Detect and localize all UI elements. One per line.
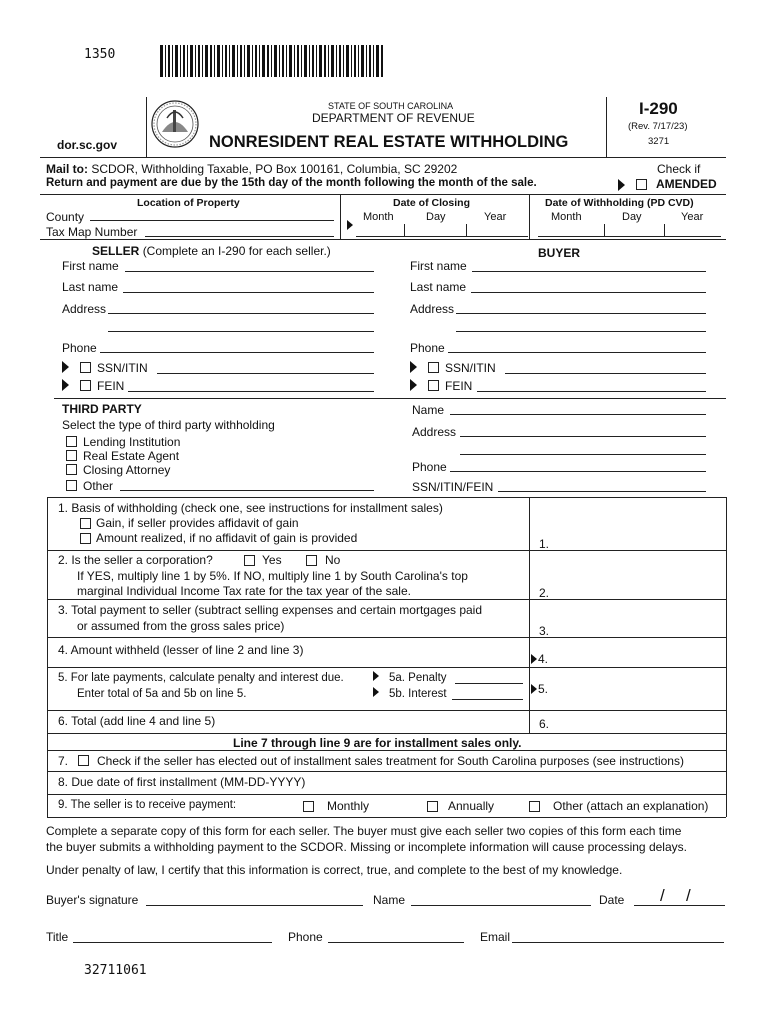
third-party-select: Select the type of third party withholding bbox=[62, 418, 275, 432]
email-field[interactable] bbox=[512, 942, 724, 943]
signer-phone-field[interactable] bbox=[328, 942, 464, 943]
buyer-fein-label: FEIN bbox=[445, 379, 473, 393]
seller-last-name-label: Last name bbox=[62, 280, 119, 294]
state-seal-icon bbox=[150, 98, 200, 153]
penalty-field[interactable] bbox=[455, 683, 523, 684]
third-party-ssn-fein-field[interactable] bbox=[498, 491, 706, 492]
buyer-address-field[interactable] bbox=[456, 313, 706, 314]
seller-address-label: Address bbox=[62, 302, 107, 316]
line-4-number: 4. bbox=[538, 652, 549, 666]
seller-heading bbox=[92, 244, 331, 258]
third-party-address-field[interactable] bbox=[460, 436, 706, 437]
buyer-last-name-field[interactable] bbox=[471, 292, 706, 293]
line-2-instruction-2: marginal Individual Income Tax rate for the tax year of the sale. bbox=[77, 584, 411, 598]
line-3-label-2: or assumed from the gross sales price) bbox=[77, 619, 285, 633]
form-id: I-290 bbox=[639, 99, 678, 118]
closing-date-field[interactable] bbox=[356, 236, 528, 237]
buyer-signature-label: Buyer's signature bbox=[46, 893, 139, 907]
third-party-name-field[interactable] bbox=[450, 414, 706, 415]
check-if-label: Check if bbox=[657, 162, 701, 176]
other-payment-checkbox[interactable] bbox=[529, 801, 540, 812]
closing-attorney-label: Closing Attorney bbox=[83, 463, 171, 477]
arrow-right-icon bbox=[410, 361, 417, 373]
buyer-phone-field[interactable] bbox=[448, 352, 706, 353]
third-party-ssn-fein-label: SSN/ITIN/FEIN bbox=[412, 480, 494, 494]
amount-realized-label: Amount realized, if no affidavit of gain is provided bbox=[96, 531, 358, 545]
mail-to bbox=[46, 162, 457, 176]
closing-month: Month bbox=[363, 211, 394, 223]
buyer-first-name-label: First name bbox=[410, 259, 467, 273]
line-7-label: Check if the seller has elected out of installment sales treatment for South Carolina purposes (see instructions) bbox=[97, 754, 684, 768]
certification-text: Under penalty of law, I certify that this information is correct, true, and complete to the best of my knowledge. bbox=[46, 863, 623, 877]
third-party-address-field-2[interactable] bbox=[460, 454, 706, 455]
date-field[interactable] bbox=[634, 905, 725, 906]
lending-institution-checkbox[interactable] bbox=[66, 436, 77, 447]
arrow-right-icon bbox=[531, 654, 537, 664]
closing-day: Day bbox=[426, 211, 446, 223]
buyer-signature-field[interactable] bbox=[146, 905, 363, 906]
third-party-name-label: Name bbox=[412, 403, 445, 417]
tax-map-field[interactable] bbox=[145, 236, 334, 237]
barcode-icon bbox=[160, 45, 384, 80]
amended-checkbox[interactable] bbox=[636, 179, 647, 190]
seller-ssn-label: SSN/ITIN bbox=[97, 361, 148, 375]
instructions-para-2: the buyer submits a withholding payment to the SCDOR. Missing or incomplete information will cause processing delays. bbox=[46, 840, 687, 854]
line-2-label: 2. Is the seller a corporation? bbox=[58, 553, 213, 567]
corporation-no-label: No bbox=[325, 553, 341, 567]
withholding-year: Year bbox=[681, 211, 704, 223]
elect-out-checkbox[interactable] bbox=[78, 755, 89, 766]
buyer-title: BUYER bbox=[538, 246, 581, 260]
arrow-right-icon bbox=[373, 671, 379, 681]
third-party-phone-label: Phone bbox=[412, 460, 447, 474]
amended-label: AMENDED bbox=[656, 177, 717, 191]
third-party-phone-field[interactable] bbox=[450, 471, 706, 472]
seller-title: SELLER bbox=[92, 244, 140, 258]
county-field[interactable] bbox=[90, 220, 334, 221]
buyer-fein-field[interactable] bbox=[477, 391, 706, 392]
seller-ssn-field[interactable] bbox=[157, 373, 374, 374]
form-code-top: 1350 bbox=[84, 47, 116, 62]
form-code-bottom: 32711061 bbox=[84, 963, 147, 978]
signer-name-label: Name bbox=[373, 893, 406, 907]
buyer-fein-checkbox[interactable] bbox=[428, 380, 439, 391]
seller-first-name-field[interactable] bbox=[125, 271, 374, 272]
arrow-right-icon bbox=[618, 179, 625, 191]
amount-realized-checkbox[interactable] bbox=[80, 533, 91, 544]
due-notice: Return and payment are due by the 15th day of the month following the month of the sale. bbox=[46, 177, 537, 189]
withholding-month: Month bbox=[551, 211, 582, 223]
withholding-date-field[interactable] bbox=[538, 236, 721, 237]
gain-label: Gain, if seller provides affidavit of gain bbox=[96, 516, 299, 530]
buyer-last-name-label: Last name bbox=[410, 280, 467, 294]
line-6-label: 6. Total (add line 4 and line 5) bbox=[58, 714, 216, 728]
location-title: Location of Property bbox=[137, 197, 240, 209]
seller-address-field[interactable] bbox=[108, 313, 374, 314]
department-name: DEPARTMENT OF REVENUE bbox=[312, 111, 475, 125]
withholding-day: Day bbox=[622, 211, 642, 223]
seller-address-field-2[interactable] bbox=[108, 331, 374, 332]
interest-field[interactable] bbox=[452, 699, 523, 700]
other-payment-label: Other (attach an explanation) bbox=[553, 799, 709, 813]
buyer-address-label: Address bbox=[410, 302, 455, 316]
gain-checkbox[interactable] bbox=[80, 518, 91, 529]
arrow-right-icon bbox=[410, 379, 417, 391]
arrow-right-icon bbox=[347, 220, 353, 230]
line-5-label: 5. For late payments, calculate penalty and interest due. bbox=[58, 672, 344, 684]
instructions-para-1: Complete a separate copy of this form for each seller. The buyer must give each seller two copies of this form each time bbox=[46, 824, 682, 838]
line-6-number: 6. bbox=[539, 717, 550, 731]
third-party-title: THIRD PARTY bbox=[62, 402, 142, 416]
other-field[interactable] bbox=[120, 490, 374, 491]
line-1-label: 1. Basis of withholding (check one, see instructions for installment sales) bbox=[58, 501, 443, 515]
closing-title: Date of Closing bbox=[393, 197, 471, 209]
seller-fein-label: FEIN bbox=[97, 379, 125, 393]
line-1-number: 1. bbox=[539, 537, 550, 551]
county-label: County bbox=[46, 210, 85, 224]
seller-note: (Complete an I-290 for each seller.) bbox=[142, 244, 331, 258]
tax-map-label: Tax Map Number bbox=[46, 225, 138, 239]
corporation-yes-checkbox[interactable] bbox=[244, 555, 255, 566]
real-estate-agent-checkbox[interactable] bbox=[66, 450, 77, 461]
date-separator-2: / bbox=[686, 886, 691, 905]
real-estate-agent-label: Real Estate Agent bbox=[83, 449, 180, 463]
other-label: Other bbox=[83, 479, 114, 493]
corporation-no-checkbox[interactable] bbox=[306, 555, 317, 566]
line-5-label-2: Enter total of 5a and 5b on line 5. bbox=[77, 688, 247, 700]
title-label: Title bbox=[46, 930, 69, 944]
closing-attorney-checkbox[interactable] bbox=[66, 464, 77, 475]
seller-last-name-field[interactable] bbox=[123, 292, 374, 293]
form-number: 3271 bbox=[648, 136, 670, 147]
date-separator-1: / bbox=[660, 886, 665, 905]
title-field[interactable] bbox=[73, 942, 272, 943]
buyer-phone-label: Phone bbox=[410, 341, 445, 355]
arrow-right-icon bbox=[62, 361, 69, 373]
buyer-ssn-checkbox[interactable] bbox=[428, 362, 439, 373]
seller-ssn-checkbox[interactable] bbox=[80, 362, 91, 373]
seller-phone-label: Phone bbox=[62, 341, 97, 355]
line-9-label: 9. The seller is to receive payment: bbox=[58, 799, 237, 811]
line-4-label: 4. Amount withheld (lesser of line 2 and line 3) bbox=[58, 643, 304, 657]
monthly-label: Monthly bbox=[327, 799, 370, 813]
date-label: Date bbox=[599, 893, 625, 907]
seller-phone-field[interactable] bbox=[100, 352, 374, 353]
lending-institution-label: Lending Institution bbox=[83, 435, 181, 449]
corporation-yes-label: Yes bbox=[262, 553, 282, 567]
signer-name-field[interactable] bbox=[411, 905, 591, 906]
line-3-number: 3. bbox=[539, 624, 550, 638]
buyer-ssn-label: SSN/ITIN bbox=[445, 361, 496, 375]
line-7-number: 7. bbox=[58, 754, 69, 768]
seller-first-name-label: First name bbox=[62, 259, 119, 273]
penalty-label: 5a. Penalty bbox=[389, 672, 447, 684]
buyer-ssn-field[interactable] bbox=[505, 373, 706, 374]
interest-label: 5b. Interest bbox=[389, 688, 447, 700]
arrow-right-icon bbox=[62, 379, 69, 391]
state-name: STATE OF SOUTH CAROLINA bbox=[328, 101, 454, 111]
annually-checkbox[interactable] bbox=[427, 801, 438, 812]
closing-year: Year bbox=[484, 211, 507, 223]
seller-fein-checkbox[interactable] bbox=[80, 380, 91, 391]
email-label: Email bbox=[480, 930, 511, 944]
line-8-label: 8. Due date of first installment (MM-DD-YYYY) bbox=[58, 775, 306, 789]
installment-header: Line 7 through line 9 are for installment sales only. bbox=[233, 736, 522, 750]
other-checkbox[interactable] bbox=[66, 480, 77, 491]
revision-date: (Rev. 7/17/23) bbox=[628, 121, 688, 132]
line-2-instruction: If YES, multiply line 1 by 5%. If NO, multiply line 1 by South Carolina's top bbox=[77, 569, 468, 583]
form-title: NONRESIDENT REAL ESTATE WITHHOLDING bbox=[209, 133, 569, 151]
annually-label: Annually bbox=[448, 799, 495, 813]
monthly-checkbox[interactable] bbox=[303, 801, 314, 812]
mail-address: SCDOR, Withholding Taxable, PO Box 100161, Columbia, SC 29202 bbox=[91, 162, 458, 176]
line-3-label: 3. Total payment to seller (subtract selling expenses and certain mortgages paid bbox=[58, 603, 483, 617]
arrow-right-icon bbox=[373, 687, 379, 697]
mail-to-label: Mail to: bbox=[46, 162, 88, 176]
withholding-title: Date of Withholding (PD CVD) bbox=[545, 197, 694, 209]
seller-fein-field[interactable] bbox=[128, 391, 374, 392]
third-party-address-label: Address bbox=[412, 425, 457, 439]
website[interactable]: dor.sc.gov bbox=[57, 138, 118, 152]
line-2-number: 2. bbox=[539, 586, 550, 600]
arrow-right-icon bbox=[531, 684, 537, 694]
signer-phone-label: Phone bbox=[288, 930, 323, 944]
line-5-number: 5. bbox=[538, 682, 549, 696]
buyer-address-field-2[interactable] bbox=[456, 331, 706, 332]
buyer-first-name-field[interactable] bbox=[472, 271, 706, 272]
